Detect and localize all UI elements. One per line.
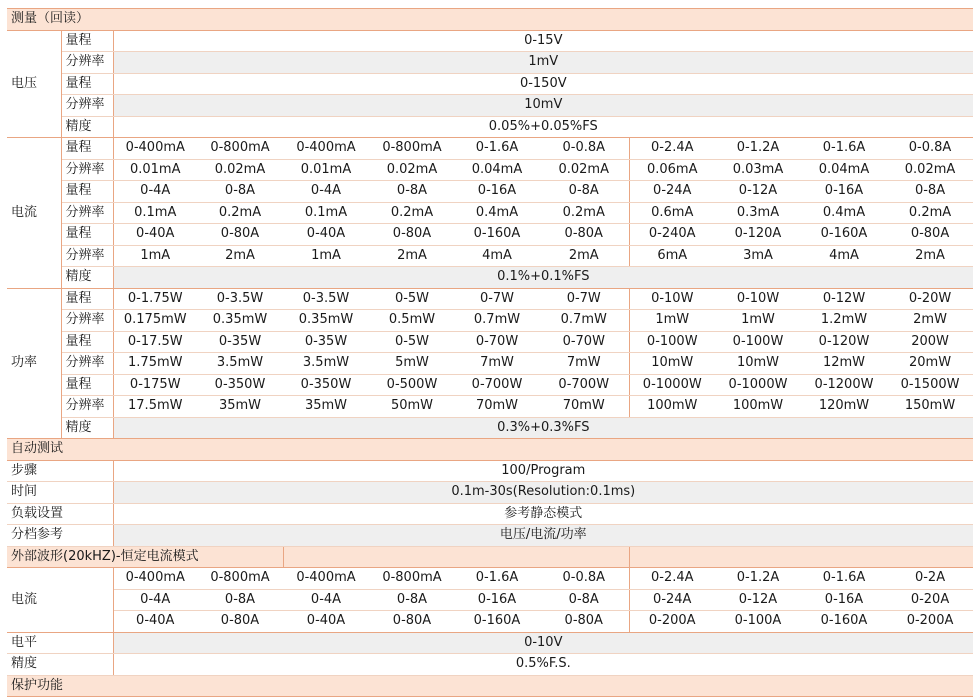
current-cell: 6mA (629, 245, 715, 267)
power-cell: 5mW (369, 353, 455, 375)
current-cell: 0.2mA (369, 202, 455, 224)
section-protect: 保护功能 (7, 675, 973, 697)
spec-table (7, 8, 973, 697)
ext-cell: 0-800mA (197, 568, 283, 590)
ext-cell: 0-80A (197, 611, 283, 633)
power-cell: 0-17.5W (113, 331, 197, 353)
load-setting-label: 负载设置 (7, 503, 113, 525)
power-cell: 0-3.5W (197, 288, 283, 310)
ext-cell: 0-80A (369, 611, 455, 633)
section-auto: 自动测试 (7, 439, 973, 461)
ext-cell: 0-160A (801, 611, 887, 633)
section-ext-blank (283, 546, 629, 568)
power-cell: 0-5W (369, 288, 455, 310)
power-range-label: 量程 (61, 331, 113, 353)
current-cell: 0.02mA (539, 159, 629, 181)
ext-cell: 0-400mA (283, 568, 369, 590)
current-cell: 0-8A (539, 181, 629, 203)
section-ext: 外部波形(20kHZ)-恒定电流模式 (7, 546, 283, 568)
power-cell: 100mW (629, 396, 715, 418)
power-cell: 0.7mW (539, 310, 629, 332)
ext-cell: 0-20A (887, 589, 973, 611)
power-cell: 150mW (887, 396, 973, 418)
voltage-resolution-2: 10mV (113, 95, 973, 117)
power-cell: 70mW (455, 396, 539, 418)
power-label: 功率 (7, 288, 61, 439)
power-cell: 0.35mW (283, 310, 369, 332)
voltage-resolution-label: 分辨率 (61, 95, 113, 117)
current-cell: 0.01mA (283, 159, 369, 181)
current-cell: 0.04mA (455, 159, 539, 181)
power-cell: 1.75mW (113, 353, 197, 375)
current-cell: 0-800mA (197, 138, 283, 160)
voltage-accuracy: 0.05%+0.05%FS (113, 116, 973, 138)
current-cell: 0-8A (197, 181, 283, 203)
ext-cell: 0-8A (539, 589, 629, 611)
voltage-resolution-label: 分辨率 (61, 52, 113, 74)
current-accuracy: 0.1%+0.1%FS (113, 267, 973, 289)
current-cell: 0-80A (197, 224, 283, 246)
power-cell: 7mW (539, 353, 629, 375)
current-cell: 0.2mA (197, 202, 283, 224)
current-cell: 0-12A (715, 181, 801, 203)
power-cell: 0-10W (715, 288, 801, 310)
ext-cell: 0-200A (887, 611, 973, 633)
power-cell: 17.5mW (113, 396, 197, 418)
ext-cell: 0-4A (283, 589, 369, 611)
power-cell: 0-7W (539, 288, 629, 310)
power-cell: 200W (887, 331, 973, 353)
current-cell: 0-40A (113, 224, 197, 246)
current-cell: 0.3mA (715, 202, 801, 224)
current-cell: 0.06mA (629, 159, 715, 181)
current-cell: 2mA (197, 245, 283, 267)
current-cell: 0-400mA (113, 138, 197, 160)
current-cell: 0-24A (629, 181, 715, 203)
ext-cell: 0-16A (801, 589, 887, 611)
ext-cell: 0-200A (629, 611, 715, 633)
range-ref-label: 分档参考 (7, 525, 113, 547)
power-cell: 7mW (455, 353, 539, 375)
current-cell: 4mA (801, 245, 887, 267)
power-range-label: 量程 (61, 288, 113, 310)
current-cell: 0-80A (887, 224, 973, 246)
current-cell: 0-2.4A (629, 138, 715, 160)
power-cell: 0-175W (113, 374, 197, 396)
current-resolution-label: 分辨率 (61, 202, 113, 224)
power-cell: 0-500W (369, 374, 455, 396)
power-cell: 0-100W (629, 331, 715, 353)
power-cell: 0-1200W (801, 374, 887, 396)
current-cell: 0.4mA (455, 202, 539, 224)
section-ext-blank-2 (629, 546, 973, 568)
power-cell: 0-100W (715, 331, 801, 353)
power-cell: 0-350W (197, 374, 283, 396)
current-resolution-label: 分辨率 (61, 159, 113, 181)
power-cell: 0-12W (801, 288, 887, 310)
level-value: 0-10V (113, 632, 973, 654)
current-cell: 0.6mA (629, 202, 715, 224)
power-cell: 0-1500W (887, 374, 973, 396)
current-cell: 0-160A (801, 224, 887, 246)
power-cell: 50mW (369, 396, 455, 418)
power-cell: 100mW (715, 396, 801, 418)
voltage-range-label: 量程 (61, 30, 113, 52)
power-cell: 1mW (629, 310, 715, 332)
power-resolution-label: 分辨率 (61, 396, 113, 418)
power-cell: 0.35mW (197, 310, 283, 332)
current-range-label: 量程 (61, 181, 113, 203)
ext-current-label: 电流 (7, 568, 113, 633)
current-accuracy-label: 精度 (61, 267, 113, 289)
voltage-accuracy-label: 精度 (61, 116, 113, 138)
power-cell: 0-70W (455, 331, 539, 353)
power-cell: 0-5W (369, 331, 455, 353)
power-cell: 35mW (197, 396, 283, 418)
current-cell: 0.04mA (801, 159, 887, 181)
ext-cell: 0-0.8A (539, 568, 629, 590)
power-cell: 1mW (715, 310, 801, 332)
ext-accuracy-value: 0.5%F.S. (113, 654, 973, 676)
voltage-range-2: 0-150V (113, 73, 973, 95)
power-resolution-label: 分辨率 (61, 310, 113, 332)
ext-cell: 0-1.2A (715, 568, 801, 590)
current-cell: 0.02mA (197, 159, 283, 181)
power-cell: 20mW (887, 353, 973, 375)
ext-cell: 0-24A (629, 589, 715, 611)
current-cell: 2mA (887, 245, 973, 267)
power-cell: 120mW (801, 396, 887, 418)
current-cell: 0-0.8A (887, 138, 973, 160)
power-cell: 0-700W (455, 374, 539, 396)
voltage-resolution-1: 1mV (113, 52, 973, 74)
power-cell: 0-10W (629, 288, 715, 310)
current-cell: 0.2mA (539, 202, 629, 224)
current-cell: 0.03mA (715, 159, 801, 181)
voltage-range-1: 0-15V (113, 30, 973, 52)
current-range-label: 量程 (61, 138, 113, 160)
power-resolution-label: 分辨率 (61, 353, 113, 375)
current-cell: 1mA (283, 245, 369, 267)
current-cell: 3mA (715, 245, 801, 267)
time-value: 0.1m-30s(Resolution:0.1ms) (113, 482, 973, 504)
power-cell: 0-35W (197, 331, 283, 353)
current-cell: 0-800mA (369, 138, 455, 160)
power-cell: 0.5mW (369, 310, 455, 332)
power-cell: 70mW (539, 396, 629, 418)
ext-accuracy-label: 精度 (7, 654, 113, 676)
power-cell: 0-3.5W (283, 288, 369, 310)
ext-cell: 0-16A (455, 589, 539, 611)
ext-cell: 0-1.6A (801, 568, 887, 590)
power-cell: 0-1.75W (113, 288, 197, 310)
time-label: 时间 (7, 482, 113, 504)
current-cell: 0-4A (283, 181, 369, 203)
current-cell: 0-1.6A (801, 138, 887, 160)
power-range-label: 量程 (61, 374, 113, 396)
power-cell: 3.5mW (197, 353, 283, 375)
power-cell: 0-1000W (629, 374, 715, 396)
current-cell: 0-8A (887, 181, 973, 203)
power-cell: 0.7mW (455, 310, 539, 332)
current-cell: 0-80A (369, 224, 455, 246)
current-cell: 0-120A (715, 224, 801, 246)
ext-cell: 0-8A (197, 589, 283, 611)
current-cell: 0-240A (629, 224, 715, 246)
voltage-label: 电压 (7, 30, 61, 138)
current-cell: 0-8A (369, 181, 455, 203)
current-cell: 1mA (113, 245, 197, 267)
current-cell: 0-1.2A (715, 138, 801, 160)
power-cell: 35mW (283, 396, 369, 418)
section-measure: 测量（回读） (7, 9, 973, 31)
current-cell: 0-80A (539, 224, 629, 246)
range-ref-value: 电压/电流/功率 (113, 525, 973, 547)
power-cell: 0-35W (283, 331, 369, 353)
current-cell: 0-160A (455, 224, 539, 246)
step-label: 步骤 (7, 460, 113, 482)
power-accuracy-label: 精度 (61, 417, 113, 439)
ext-cell: 0-12A (715, 589, 801, 611)
power-cell: 0-700W (539, 374, 629, 396)
current-resolution-label: 分辨率 (61, 245, 113, 267)
current-cell: 0-4A (113, 181, 197, 203)
ext-cell: 0-1.6A (455, 568, 539, 590)
power-accuracy: 0.3%+0.3%FS (113, 417, 973, 439)
ext-cell: 0-8A (369, 589, 455, 611)
power-cell: 10mW (715, 353, 801, 375)
power-cell: 0-120W (801, 331, 887, 353)
current-cell: 4mA (455, 245, 539, 267)
step-value: 100/Program (113, 460, 973, 482)
ext-cell: 0-400mA (113, 568, 197, 590)
current-cell: 2mA (539, 245, 629, 267)
ext-cell: 0-2A (887, 568, 973, 590)
load-setting-value: 参考静态模式 (113, 503, 973, 525)
power-cell: 12mW (801, 353, 887, 375)
power-cell: 10mW (629, 353, 715, 375)
current-cell: 0-40A (283, 224, 369, 246)
power-cell: 0-70W (539, 331, 629, 353)
power-cell: 1.2mW (801, 310, 887, 332)
ext-cell: 0-800mA (369, 568, 455, 590)
ext-cell: 0-100A (715, 611, 801, 633)
ext-cell: 0-40A (283, 611, 369, 633)
level-label: 电平 (7, 632, 113, 654)
current-cell: 0-0.8A (539, 138, 629, 160)
power-cell: 0-20W (887, 288, 973, 310)
current-cell: 0.2mA (887, 202, 973, 224)
current-range-label: 量程 (61, 224, 113, 246)
current-cell: 2mA (369, 245, 455, 267)
current-cell: 0.1mA (283, 202, 369, 224)
power-cell: 0.175mW (113, 310, 197, 332)
ext-cell: 0-80A (539, 611, 629, 633)
voltage-range-label: 量程 (61, 73, 113, 95)
current-label: 电流 (7, 138, 61, 289)
ext-cell: 0-40A (113, 611, 197, 633)
current-cell: 0-400mA (283, 138, 369, 160)
ext-cell: 0-4A (113, 589, 197, 611)
power-cell: 3.5mW (283, 353, 369, 375)
ext-cell: 0-160A (455, 611, 539, 633)
current-cell: 0-16A (455, 181, 539, 203)
current-cell: 0.01mA (113, 159, 197, 181)
current-cell: 0-16A (801, 181, 887, 203)
current-cell: 0.02mA (369, 159, 455, 181)
current-cell: 0.02mA (887, 159, 973, 181)
ext-cell: 0-2.4A (629, 568, 715, 590)
current-cell: 0.4mA (801, 202, 887, 224)
current-cell: 0.1mA (113, 202, 197, 224)
power-cell: 0-1000W (715, 374, 801, 396)
power-cell: 2mW (887, 310, 973, 332)
power-cell: 0-7W (455, 288, 539, 310)
current-cell: 0-1.6A (455, 138, 539, 160)
power-cell: 0-350W (283, 374, 369, 396)
